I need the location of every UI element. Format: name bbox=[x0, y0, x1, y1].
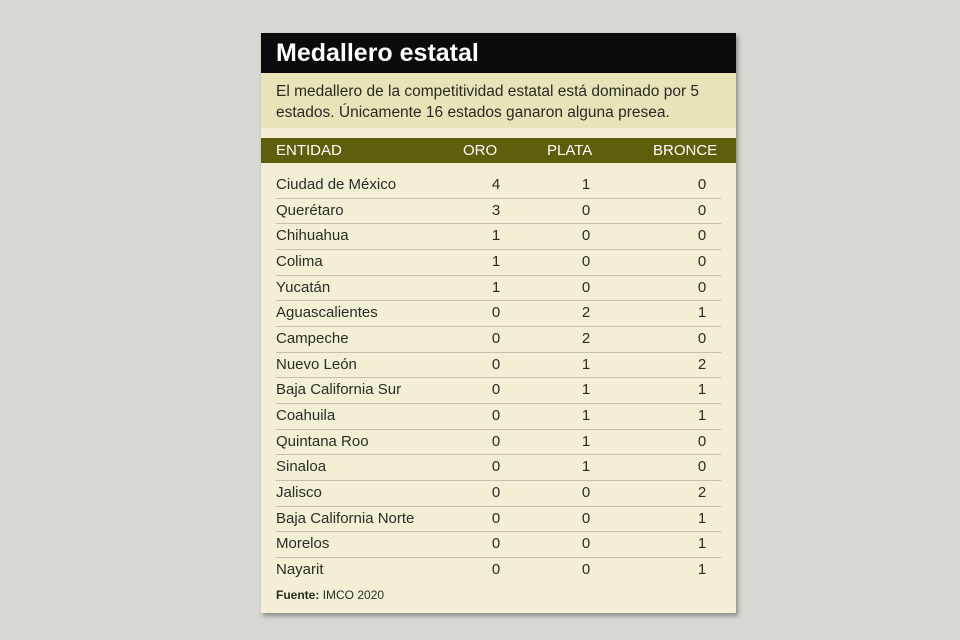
cell-entidad: Querétaro bbox=[276, 201, 344, 219]
source-label: Fuente: bbox=[276, 588, 320, 602]
cell-plata: 0 bbox=[581, 535, 591, 553]
cell-entidad: Nuevo León bbox=[276, 355, 357, 373]
cell-oro: 0 bbox=[491, 355, 501, 373]
cell-oro: 0 bbox=[491, 381, 501, 399]
cell-entidad: Chihuahua bbox=[276, 227, 349, 245]
table-row bbox=[276, 404, 721, 430]
table-row bbox=[276, 507, 721, 533]
cell-plata: 2 bbox=[581, 329, 591, 347]
cell-entidad: Colima bbox=[276, 252, 323, 270]
header-plata: PLATA bbox=[547, 142, 593, 159]
cell-entidad: Sinaloa bbox=[276, 458, 327, 476]
cell-plata: 0 bbox=[581, 509, 591, 527]
cell-oro: 0 bbox=[491, 304, 501, 322]
cell-bronce: 2 bbox=[697, 355, 707, 373]
table-row bbox=[276, 276, 721, 302]
table-row bbox=[276, 301, 721, 327]
cell-oro: 1 bbox=[491, 278, 501, 296]
cell-oro: 4 bbox=[491, 176, 501, 193]
header-entidad: ENTIDAD bbox=[276, 142, 342, 159]
cell-bronce: 0 bbox=[697, 432, 707, 450]
table-body bbox=[261, 173, 736, 584]
cell-entidad: Nayarit bbox=[276, 560, 324, 578]
table-row bbox=[276, 353, 721, 379]
cell-entidad: Quintana Roo bbox=[276, 432, 369, 450]
cell-oro: 0 bbox=[491, 535, 501, 553]
source-note bbox=[276, 588, 384, 602]
cell-bronce: 0 bbox=[697, 252, 707, 270]
cell-oro: 1 bbox=[491, 227, 501, 245]
cell-plata: 1 bbox=[581, 432, 591, 450]
cell-plata: 2 bbox=[581, 304, 591, 322]
table-row bbox=[276, 532, 721, 558]
table-row bbox=[276, 224, 721, 250]
cell-plata: 1 bbox=[581, 381, 591, 399]
cell-bronce: 0 bbox=[697, 458, 707, 476]
cell-plata: 0 bbox=[581, 227, 591, 245]
table-row bbox=[276, 455, 721, 481]
intro-text: El medallero de la competitividad estatal está dominado por 5 estados. Únicamente 16 estados ganaron alguna presea. bbox=[276, 83, 700, 121]
cell-entidad: Morelos bbox=[276, 535, 330, 553]
table-row bbox=[276, 430, 721, 456]
cell-bronce: 1 bbox=[697, 304, 707, 322]
cell-bronce: 1 bbox=[697, 560, 707, 578]
cell-bronce: 1 bbox=[697, 406, 707, 424]
table-row bbox=[276, 327, 721, 353]
cell-plata: 1 bbox=[581, 355, 591, 373]
table-row bbox=[276, 250, 721, 276]
cell-entidad: Ciudad de México bbox=[276, 176, 397, 193]
cell-plata: 1 bbox=[581, 406, 591, 424]
cell-bronce: 1 bbox=[697, 381, 707, 399]
cell-plata: 0 bbox=[581, 201, 591, 219]
table-row bbox=[276, 173, 721, 199]
table-row bbox=[276, 481, 721, 507]
cell-plata: 0 bbox=[581, 560, 591, 578]
header-oro: ORO bbox=[463, 142, 498, 159]
cell-entidad: Jalisco bbox=[276, 483, 322, 501]
card-title: Medallero estatal bbox=[276, 39, 479, 67]
cell-bronce: 2 bbox=[697, 483, 707, 501]
cell-bronce: 0 bbox=[697, 278, 707, 296]
cell-bronce: 0 bbox=[697, 201, 707, 219]
cell-oro: 3 bbox=[491, 201, 501, 219]
cell-plata: 1 bbox=[581, 176, 591, 193]
cell-oro: 0 bbox=[491, 458, 501, 476]
cell-bronce: 0 bbox=[697, 329, 707, 347]
cell-oro: 1 bbox=[491, 252, 501, 270]
intro-box bbox=[261, 73, 736, 128]
cell-plata: 0 bbox=[581, 252, 591, 270]
table-header bbox=[261, 138, 736, 163]
cell-oro: 0 bbox=[491, 509, 501, 527]
cell-bronce: 0 bbox=[697, 227, 707, 245]
cell-bronce: 0 bbox=[697, 176, 707, 193]
cell-bronce: 1 bbox=[697, 535, 707, 553]
cell-entidad: Baja California Norte bbox=[276, 509, 415, 527]
table-row bbox=[276, 558, 721, 584]
cell-oro: 0 bbox=[491, 483, 501, 501]
cell-oro: 0 bbox=[491, 329, 501, 347]
medal-table-card bbox=[261, 33, 736, 613]
cell-plata: 0 bbox=[581, 278, 591, 296]
title-bar bbox=[261, 33, 736, 73]
cell-plata: 1 bbox=[581, 458, 591, 476]
cell-entidad: Baja California Sur bbox=[276, 381, 402, 399]
cell-oro: 0 bbox=[491, 560, 501, 578]
table-row bbox=[276, 378, 721, 404]
cell-oro: 0 bbox=[491, 406, 501, 424]
source-text: IMCO 2020 bbox=[322, 588, 385, 602]
cell-entidad: Coahuila bbox=[276, 406, 336, 424]
cell-entidad: Campeche bbox=[276, 329, 349, 347]
cell-bronce: 1 bbox=[697, 509, 707, 527]
cell-plata: 0 bbox=[581, 483, 591, 501]
cell-entidad: Yucatán bbox=[276, 278, 331, 296]
header-bronce: BRONCE bbox=[653, 142, 718, 159]
table-row bbox=[276, 199, 721, 225]
cell-oro: 0 bbox=[491, 432, 501, 450]
cell-entidad: Aguascalientes bbox=[276, 304, 378, 322]
